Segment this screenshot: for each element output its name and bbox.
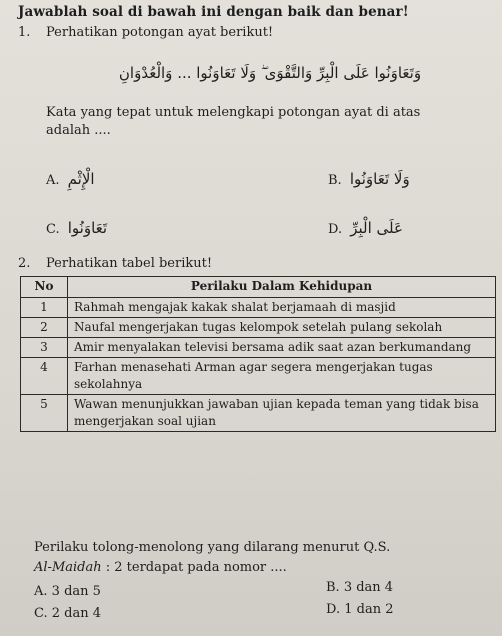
question-1-instruction: Kata yang tepat untuk melengkapi potongan ayat di atas adalah .... <box>46 105 421 138</box>
question-1-number: 1. <box>18 25 31 40</box>
table-row <box>21 395 496 432</box>
q2-option-d-letter: D. <box>326 602 341 617</box>
q1-option-a-text: الْإِثْمِ <box>67 170 95 188</box>
row-number: 5 <box>21 395 68 432</box>
row-behavior: Rahmah mengajak kakak shalat berjamaah di masjid <box>68 298 496 318</box>
q1-option-b-letter: B. <box>328 173 342 188</box>
q1-option-a[interactable] <box>46 170 95 188</box>
row-behavior: Wawan menunjukkan jawaban ujian kepada teman yang tidak bisa mengerjakan soal ujian <box>68 395 496 432</box>
q2-option-a-text: 3 dan 5 <box>51 584 101 599</box>
row-behavior: Amir menyalakan televisi bersama adik saat azan berkumandang <box>68 338 496 358</box>
table-header-behavior: Perilaku Dalam Kehidupan <box>68 277 496 298</box>
q2-option-c-letter: C. <box>34 606 48 621</box>
q2-option-b-text: 3 dan 4 <box>343 580 394 595</box>
table-header-no: No <box>21 277 68 298</box>
table-row <box>21 298 496 318</box>
table-row <box>21 358 496 395</box>
q1-option-c-letter: C. <box>46 222 60 237</box>
question-2-statement-line2 <box>34 560 287 575</box>
row-number: 3 <box>21 338 68 358</box>
table-row <box>21 338 496 358</box>
behavior-table <box>20 276 496 432</box>
q2-option-d[interactable] <box>326 602 394 617</box>
surah-name: Al-Maidah <box>34 560 102 575</box>
q2-option-a-letter: A. <box>34 584 48 599</box>
q2-option-c-text: 2 dan 4 <box>51 606 102 621</box>
question-2-number: 2. <box>18 256 31 271</box>
table-row <box>21 318 496 338</box>
q2-option-c[interactable] <box>34 606 101 621</box>
q1-option-a-letter: A. <box>46 173 60 188</box>
q1-option-d-text: عَلَى الْبِرِّ <box>350 219 403 237</box>
instruction-title: Jawablah soal di bawah ini dengan baik dan benar! <box>18 4 409 20</box>
q2-option-a[interactable] <box>34 584 101 599</box>
q1-option-b[interactable] <box>328 170 410 188</box>
ayat-fragment: وَتَعَاوَنُوا عَلَى الْبِرِّ وَالتَّقْوَى ۖ وَلَا تَعَاوَنُوا ... وَالْعُدْوَانِ <box>118 64 422 82</box>
q2-option-b-letter: B. <box>326 580 340 595</box>
row-number: 2 <box>21 318 68 338</box>
row-behavior: Naufal mengerjakan tugas kelompok setelah pulang sekolah <box>68 318 496 338</box>
table-header-row <box>21 277 496 298</box>
row-number: 4 <box>21 358 68 395</box>
row-number: 1 <box>21 298 68 318</box>
row-behavior: Farhan menasehati Arman agar segera mengerjakan tugas sekolahnya <box>68 358 496 395</box>
q1-option-c-text: تَعَاوَنُوا <box>67 219 108 237</box>
q1-option-d-letter: D. <box>328 222 343 237</box>
question-2-prompt: Perhatikan tabel berikut! <box>46 256 213 271</box>
question-1-prompt: Perhatikan potongan ayat berikut! <box>46 25 274 40</box>
q1-option-b-text: وَلَا تَعَاوَنُوا <box>349 170 410 188</box>
statement-rest: : 2 terdapat pada nomor .... <box>105 560 287 575</box>
q1-option-d[interactable] <box>328 219 403 237</box>
q1-option-c[interactable] <box>46 219 107 237</box>
q2-option-b[interactable] <box>326 580 393 595</box>
q2-option-d-text: 1 dan 2 <box>344 602 394 617</box>
question-2-statement: Perilaku tolong-menolong yang dilarang menurut Q.S. <box>34 540 391 555</box>
